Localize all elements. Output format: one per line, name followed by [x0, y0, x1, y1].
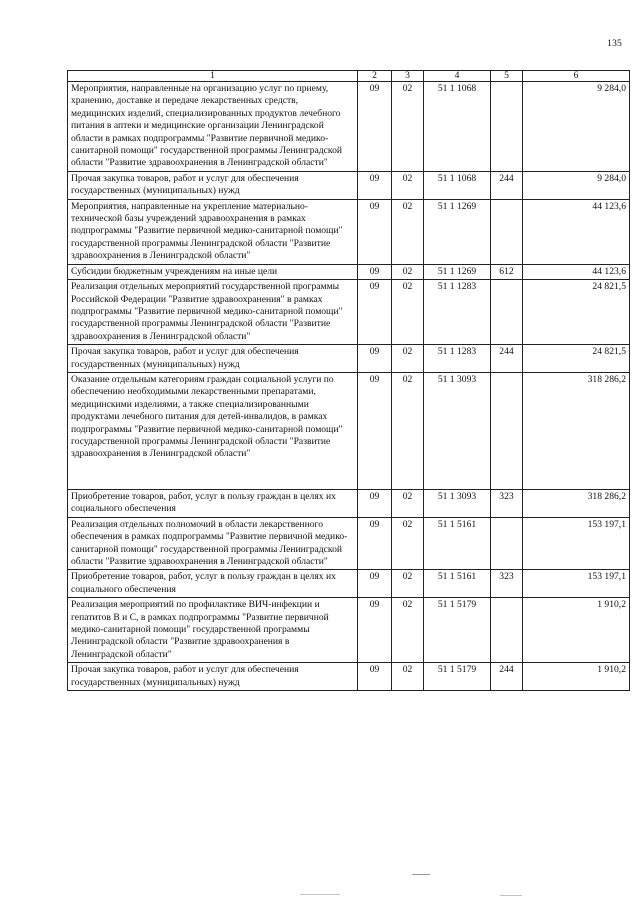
row-subsection: 02 — [392, 372, 424, 489]
row-subsection: 02 — [392, 663, 424, 691]
row-target-article: 51 1 5161 — [424, 517, 491, 570]
row-subsection: 02 — [392, 280, 424, 345]
row-section: 09 — [358, 663, 392, 691]
column-header-5: 5 — [491, 71, 523, 82]
scan-artifact — [412, 874, 430, 875]
row-amount: 153 197,1 — [523, 570, 630, 598]
column-header-3: 3 — [392, 71, 424, 82]
row-description: Субсидии бюджетным учреждениям на иные цели — [68, 264, 358, 279]
row-section: 09 — [358, 199, 392, 264]
column-header-4: 4 — [424, 71, 491, 82]
row-target-article: 51 1 5179 — [424, 598, 491, 663]
table-row — [68, 199, 630, 264]
row-subsection: 02 — [392, 489, 424, 517]
row-section: 09 — [358, 345, 392, 373]
row-section: 09 — [358, 82, 392, 172]
row-section: 09 — [358, 171, 392, 199]
table-row — [68, 280, 630, 345]
table-row — [68, 489, 630, 517]
row-expense-type: 323 — [491, 570, 523, 598]
row-amount: 1 910,2 — [523, 598, 630, 663]
scan-artifact — [500, 895, 522, 896]
row-target-article: 51 1 1068 — [424, 82, 491, 172]
row-amount: 44 123,6 — [523, 264, 630, 279]
row-description: Мероприятия, направленные на укрепление материально-технической базы учреждений здравоохранения в рамках подпрограммы "Развитие первичной медико-санитарной помощи" государственной программы Ленинградской области "Развитие здравоохранения в Ленинградской области" — [68, 199, 358, 264]
row-subsection: 02 — [392, 171, 424, 199]
row-section: 09 — [358, 489, 392, 517]
row-description: Приобретение товаров, работ, услуг в пользу граждан в целях их социального обеспечения — [68, 489, 358, 517]
row-section: 09 — [358, 372, 392, 489]
row-target-article: 51 1 1269 — [424, 264, 491, 279]
row-target-article: 51 1 1283 — [424, 280, 491, 345]
row-expense-type: 323 — [491, 489, 523, 517]
row-description: Приобретение товаров, работ, услуг в пользу граждан в целях их социального обеспечения — [68, 570, 358, 598]
row-expense-type — [491, 517, 523, 570]
row-expense-type: 244 — [491, 345, 523, 373]
row-description: Оказание отдельным категориям граждан социальной услуги по обеспечению необходимыми лекарственными препаратами, медицинскими изделиями, а также специализированными продуктами лечебного питания для детей-инвалидов, в рамках подпрограммы "Развитие первичной медико-санитарной помощи" государственной программы Ленинградской области "Развитие здравоохранения в Ленинградской области" — [68, 372, 358, 489]
row-target-article: 51 1 1269 — [424, 199, 491, 264]
row-subsection: 02 — [392, 570, 424, 598]
row-subsection: 02 — [392, 517, 424, 570]
row-amount: 1 910,2 — [523, 663, 630, 691]
row-subsection: 02 — [392, 82, 424, 172]
page-number: 135 — [607, 39, 622, 49]
budget-table — [67, 70, 630, 691]
row-expense-type: 612 — [491, 264, 523, 279]
table-row — [68, 82, 630, 172]
table-row — [68, 372, 630, 489]
row-target-article: 51 1 1068 — [424, 171, 491, 199]
row-target-article: 51 1 5161 — [424, 570, 491, 598]
row-expense-type — [491, 82, 523, 172]
row-amount: 9 284,0 — [523, 171, 630, 199]
row-amount: 153 197,1 — [523, 517, 630, 570]
row-section: 09 — [358, 570, 392, 598]
row-subsection: 02 — [392, 264, 424, 279]
row-subsection: 02 — [392, 345, 424, 373]
row-amount: 318 286,2 — [523, 372, 630, 489]
row-amount: 24 821,5 — [523, 280, 630, 345]
row-expense-type — [491, 598, 523, 663]
row-target-article: 51 1 3093 — [424, 489, 491, 517]
table-row — [68, 345, 630, 373]
table-row — [68, 598, 630, 663]
table-header-row — [68, 71, 630, 82]
column-header-1: 1 — [68, 71, 358, 82]
row-description: Реализация мероприятий по профилактике ВИЧ-инфекции и гепатитов В и С, в рамках подпрограммы "Развитие первичной медико-санитарной помощи" государственной программы Ленинградской области "Развитие здравоохранения в Ленинградской области" — [68, 598, 358, 663]
row-description: Реализация отдельных полномочий в области лекарственного обеспечения в рамках подпрограммы "Развитие первичной медико-санитарной помощи" государственной программы Ленинградской области "Развитие здравоохранения в Ленинградской области" — [68, 517, 358, 570]
row-amount: 44 123,6 — [523, 199, 630, 264]
column-header-2: 2 — [358, 71, 392, 82]
row-section: 09 — [358, 598, 392, 663]
row-subsection: 02 — [392, 199, 424, 264]
table-row — [68, 663, 630, 691]
row-section: 09 — [358, 264, 392, 279]
row-expense-type — [491, 199, 523, 264]
table-row — [68, 570, 630, 598]
row-section: 09 — [358, 517, 392, 570]
table-row — [68, 171, 630, 199]
column-header-6: 6 — [523, 71, 630, 82]
row-description: Реализация отдельных мероприятий государственной программы Российской Федерации "Развитие здравоохранения" в рамках подпрограммы "Развитие первичной медико-санитарной помощи" государственной программы Ленинградской области "Развитие здравоохранения в Ленинградской области" — [68, 280, 358, 345]
row-description: Прочая закупка товаров, работ и услуг для обеспечения государственных (муниципальных) нужд — [68, 345, 358, 373]
row-expense-type — [491, 280, 523, 345]
table-row — [68, 264, 630, 279]
table-row — [68, 517, 630, 570]
row-amount: 9 284,0 — [523, 82, 630, 172]
row-target-article: 51 1 5179 — [424, 663, 491, 691]
row-expense-type: 244 — [491, 663, 523, 691]
row-expense-type — [491, 372, 523, 489]
row-target-article: 51 1 1283 — [424, 345, 491, 373]
row-amount: 24 821,5 — [523, 345, 630, 373]
row-target-article: 51 1 3093 — [424, 372, 491, 489]
row-expense-type: 244 — [491, 171, 523, 199]
row-description: Мероприятия, направленные на организацию услуг по приему, хранению, доставке и передаче лекарственных средств, медицинских изделий, специализированных продуктов лечебного питания в аптеки и медицинские организации Ленинградской области в рамках подпрограммы "Развитие первичной медико-санитарной помощи" государственной программы Ленинградской области "Развитие здравоохранения в Ленинградской области" — [68, 82, 358, 172]
row-description: Прочая закупка товаров, работ и услуг для обеспечения государственных (муниципальных) нужд — [68, 171, 358, 199]
row-section: 09 — [358, 280, 392, 345]
scan-artifact — [300, 894, 340, 895]
row-subsection: 02 — [392, 598, 424, 663]
row-description: Прочая закупка товаров, работ и услуг для обеспечения государственных (муниципальных) нужд — [68, 663, 358, 691]
row-amount: 318 286,2 — [523, 489, 630, 517]
